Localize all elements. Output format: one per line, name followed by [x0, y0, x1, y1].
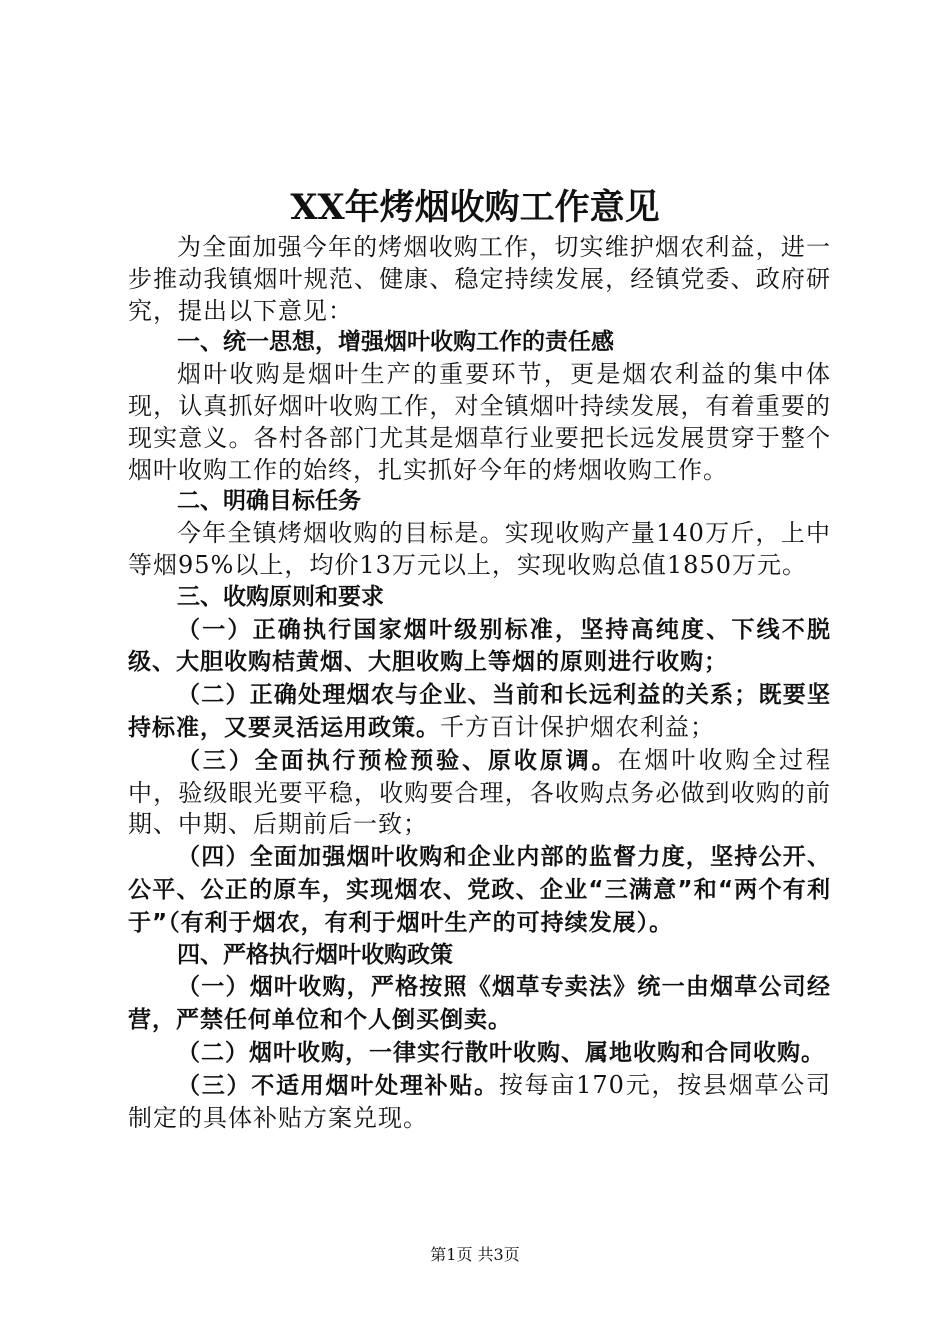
section-2-heading: 二、明确目标任务 [177, 488, 361, 515]
section-3-item-3 [128, 745, 831, 841]
section-3-heading: 三、收购原则和要求 [177, 583, 384, 610]
page-footer: 第1页 共3页 [430, 1245, 520, 1264]
section-4-item-1 [128, 971, 831, 1037]
intro-paragraph: 为全面加强今年的烤烟收购工作，切实维护烟农利益，进一步推动我镇烟叶规范、健康、稳定持续发展，经镇党委、政府研究，提出以下意见： [128, 233, 831, 325]
item-emphasis: （四）全面加强烟叶收购和企业内部的监督力度，坚持公开、公平、公正的原车，实现烟农、党政、企业“三满意”和“两个有利于”（有利于烟农，有利于烟叶生产的可持续发展）。 [128, 844, 831, 936]
document-body [128, 232, 831, 1134]
item-emphasis: （一）正确执行国家烟叶级别标准，坚持高纯度、下线不脱级、大胆收购桔黄烟、大胆收购上等烟的原则进行收购； [128, 616, 831, 676]
item-emphasis: （三）不适用烟叶处理补贴。 [177, 1072, 499, 1099]
section-3-item-1 [128, 614, 831, 680]
section-3-item-4 [128, 841, 831, 939]
document-title: XX年烤烟收购工作意见 [290, 187, 660, 228]
item-detail: 千方百计保护烟农利益； [440, 712, 715, 741]
item-emphasis: （二）烟叶收购，一律实行散叶收购、属地收购和合同收购。 [177, 1039, 825, 1066]
section-4-item-3 [128, 1070, 831, 1135]
section-4-item-2 [128, 1037, 831, 1070]
item-emphasis: （三）全面执行预检预验、原收原调。 [177, 747, 618, 774]
item-detail: 按每亩170元，按县烟草公司制定的具体补贴方案兑现。 [128, 1070, 832, 1132]
section-3-item-2 [128, 679, 831, 745]
section-4-heading: 四、严格执行烟叶收购政策 [177, 941, 453, 968]
section-1-heading: 一、统一思想，增强烟叶收购工作的责任感 [177, 329, 614, 356]
item-emphasis: （一）烟叶收购，严格按照《烟草专卖法》统一由烟草公司经营，严禁任何单位和个人倒买倒卖。 [128, 974, 831, 1034]
section-1-text: 烟叶收购是烟叶生产的重要环节，更是烟农利益的集中体现，认真抓好烟叶收购工作，对全镇烟叶持续发展，有着重要的现实意义。各村各部门尤其是烟草行业要把长远发展贯穿于整个烟叶收购工作的始终，扎实抓好今年的烤烟收购工作。 [128, 360, 831, 484]
section-2-text: 今年全镇烤烟收购的目标是。实现收购产量140万斤，上中等烟95%以上，均价13万元以上，实现收购总值1850万元。 [128, 519, 831, 579]
item-emphasis: （二）正确处理烟农与企业、当前和长远利益的关系；既要坚持标准，又要灵活运用政策。 [128, 682, 831, 741]
item-detail: 在烟叶收购全过程中，验级眼光要平稳，收购要合理，各收购点务必做到收购的前期、中期、后期前后一致； [128, 745, 832, 839]
